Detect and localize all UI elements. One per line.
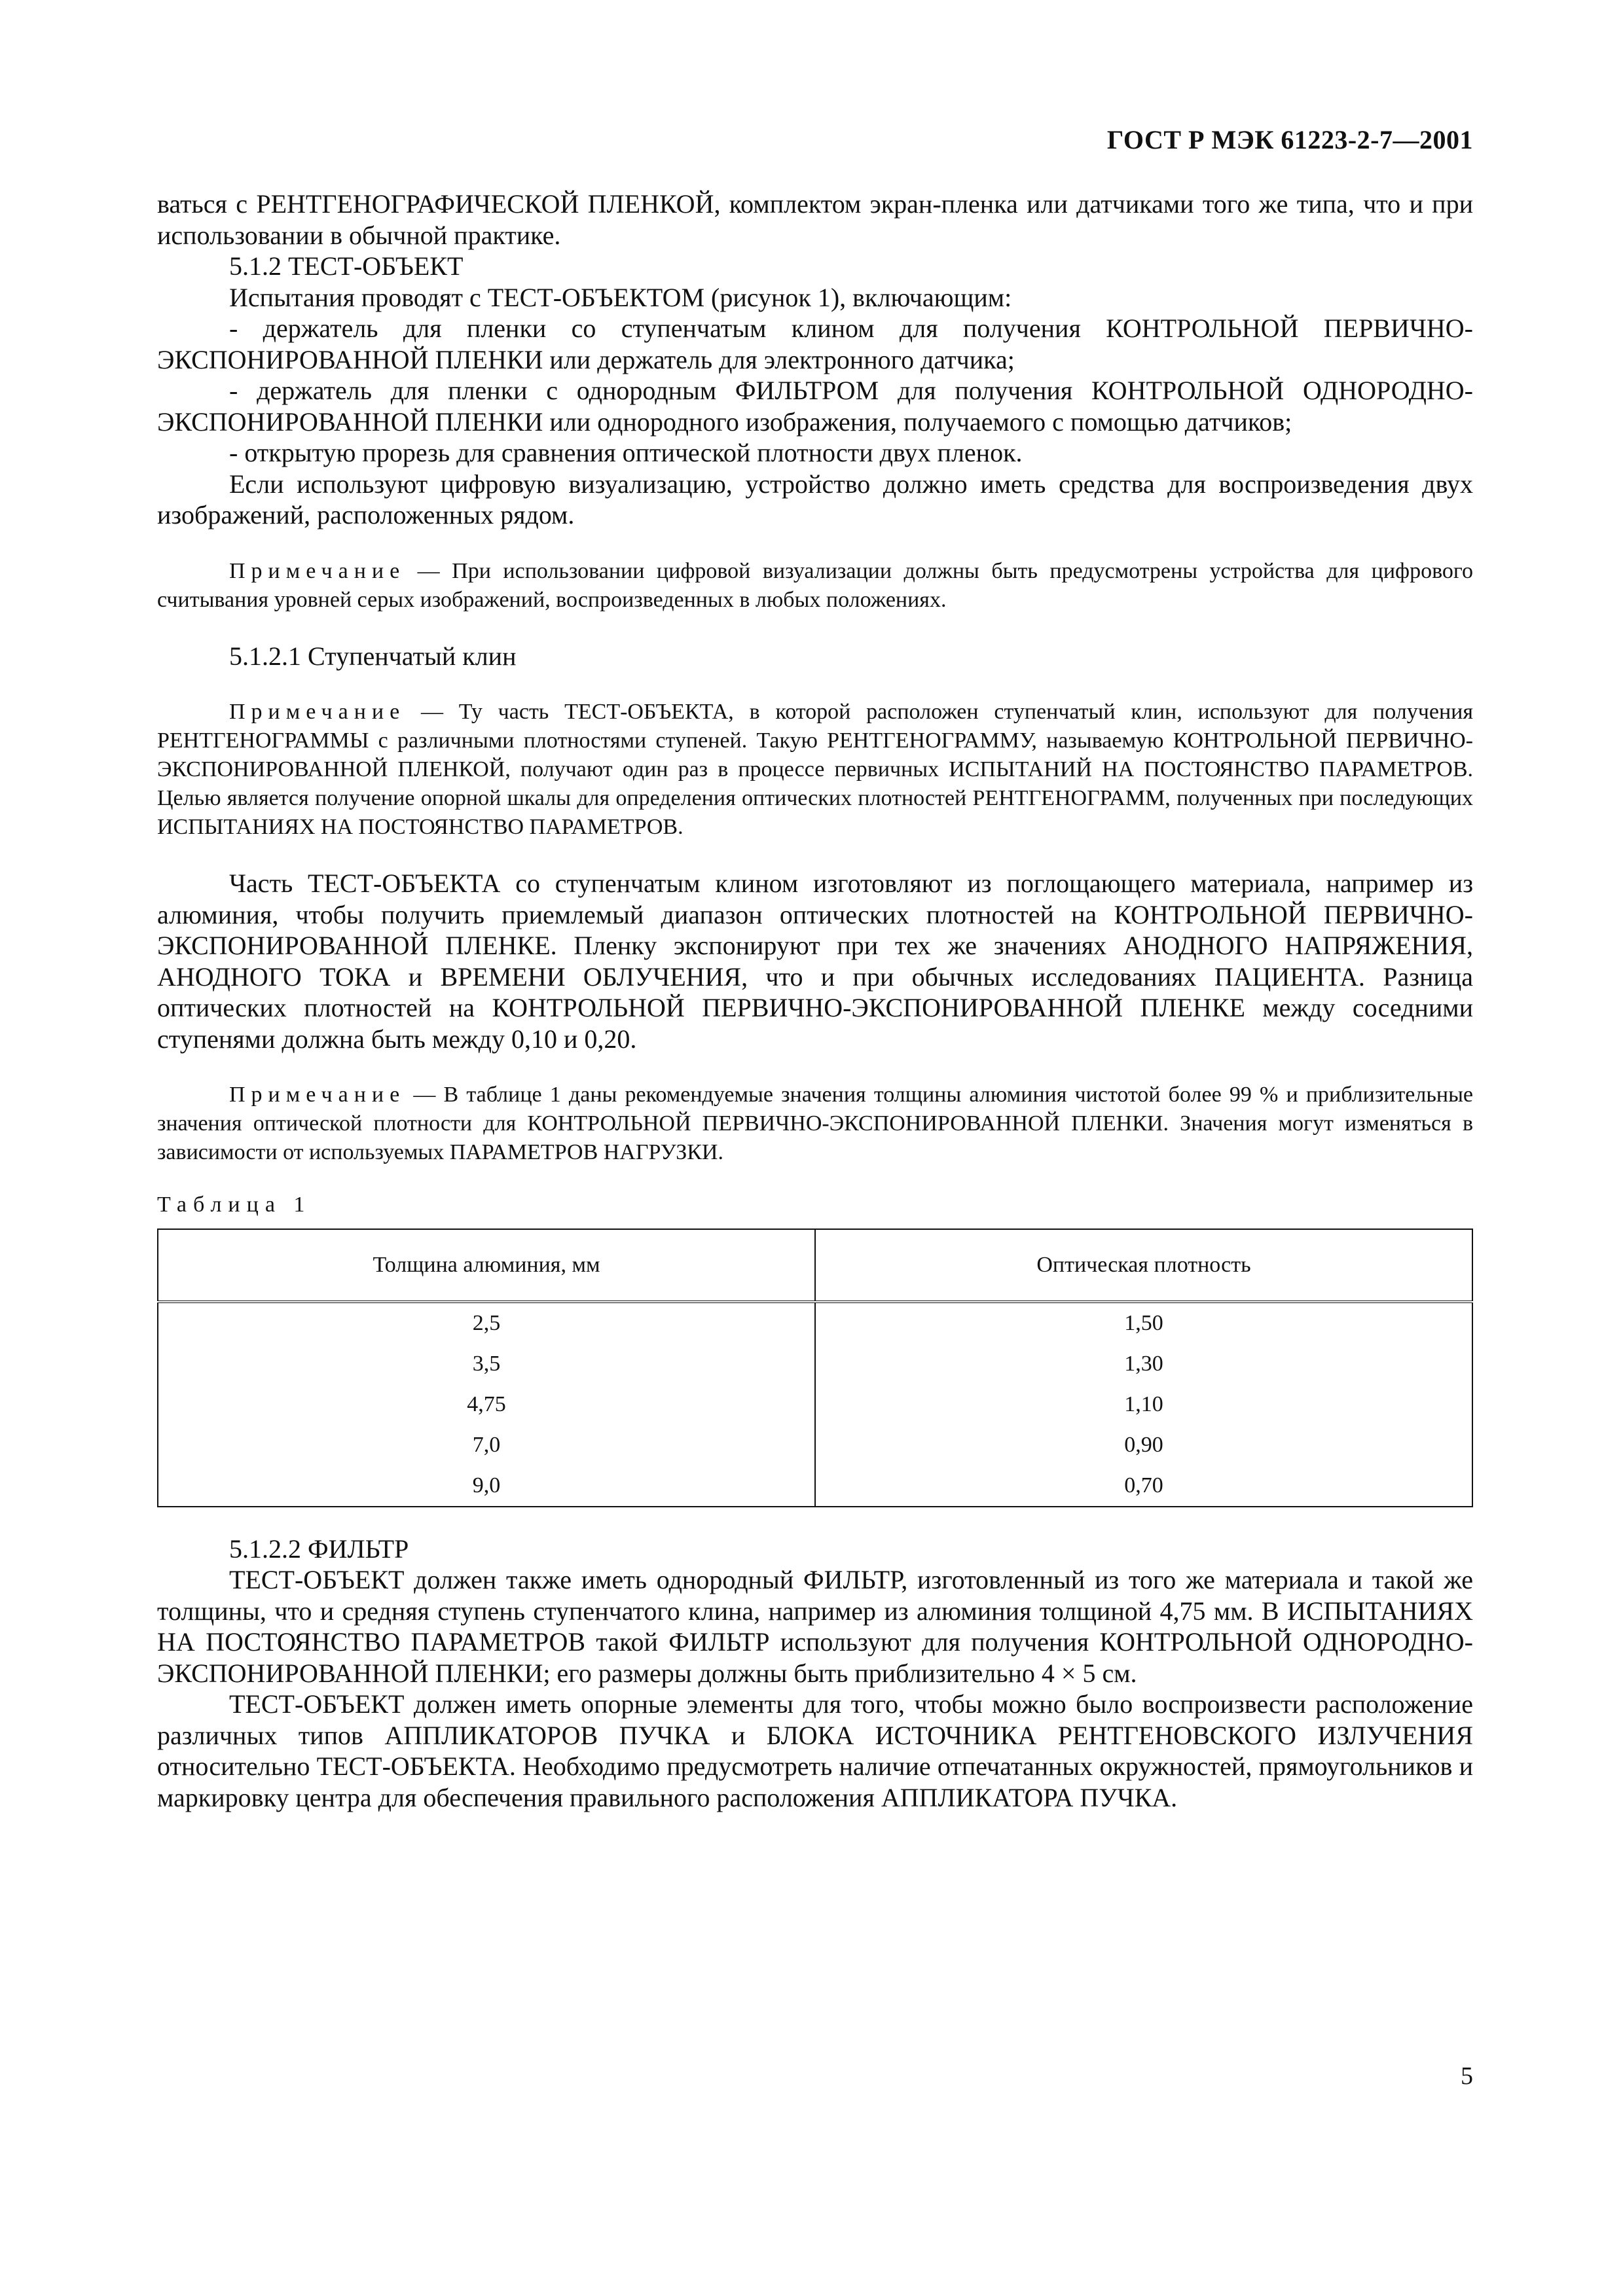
section-heading-5-1-2-1: 5.1.2.1 Ступенчатый клин xyxy=(229,641,517,671)
note-digital xyxy=(157,557,1473,615)
data-table xyxy=(157,1229,1473,1507)
table-cell: 1,10 xyxy=(815,1384,1472,1425)
table-cell: 0,70 xyxy=(815,1465,1472,1507)
note-text: — При использовании цифровой визуализации должны быть предусмотрены устройства для цифрового считывания уровней серых изображений, воспроизведенных в любых положениях. xyxy=(157,558,1473,612)
table-row xyxy=(158,1425,1472,1465)
table-cell: 7,0 xyxy=(158,1425,815,1465)
table-cell: 9,0 xyxy=(158,1465,815,1507)
list-item: - держатель для пленки со ступенчатым клином для получения КОНТРОЛЬНОЙ ПЕРВИЧНО-ЭКСПОНИРОВАННОЙ ПЛЕНКИ или держатель для электронного датчика; xyxy=(157,314,1473,374)
column-header: Оптическая плотность xyxy=(815,1229,1472,1302)
table-cell: 1,30 xyxy=(815,1344,1472,1384)
note-label: Примечание xyxy=(229,700,406,724)
page-number: 5 xyxy=(1461,2062,1473,2090)
section-heading-5-1-2: 5.1.2 ТЕСТ-ОБЪЕКТ xyxy=(229,251,464,281)
list-item: - держатель для пленки с однородным ФИЛЬТРОМ для получения КОНТРОЛЬНОЙ ОДНОРОДНО-ЭКСПОНИРОВАННОЙ ПЛЕНКИ или однородного изображения, получаемого с помощью датчиков; xyxy=(157,376,1473,437)
note-table xyxy=(157,1081,1473,1167)
table-row xyxy=(158,1344,1472,1384)
column-header: Толщина алюминия, мм xyxy=(158,1229,815,1302)
document-header: ГОСТ Р МЭК 61223-2-7—2001 xyxy=(1106,125,1473,154)
table-caption: Таблица 1 xyxy=(157,1193,312,1217)
list-item: - открытую прорезь для сравнения оптической плотности двух пленок. xyxy=(229,438,1023,467)
paragraph-test-object: Испытания проводят с ТЕСТ-ОБЪЕКТОМ (рисунок 1), включающим: xyxy=(229,282,1012,312)
paragraph-step-wedge: Часть ТЕСТ-ОБЪЕКТА со ступенчатым клином изготовляют из поглощающего материала, например из алюминия, чтобы получить приемлемый диапазон оптических плотностей на КОНТРОЛЬНОЙ ПЕРВИЧНО-ЭКСПОНИРОВАННОЙ ПЛЕНКЕ. Пленку экспонируют при тех же значениях АНОДНОГО НАПРЯЖЕНИЯ, АНОДНОГО ТОКА и ВРЕМЕНИ ОБЛУЧЕНИЯ, что и при обычных исследованиях ПАЦИЕНТА. Разница оптических плотностей на КОНТРОЛЬНОЙ ПЕРВИЧНО-ЭКСПОНИРОВАННОЙ ПЛЕНКЕ между соседними ступенями должна быть между 0,10 и 0,20. xyxy=(157,869,1473,1054)
paragraph-filter: ТЕСТ-ОБЪЕКТ должен также иметь однородный ФИЛЬТР, изготовленный из того же материала и такой же толщины, что и средняя ступень ступенчатого клина, например из алюминия толщиной 4,75 мм. В ИСПЫТАНИЯХ НА ПОСТОЯНСТВО ПАРАМЕТРОВ такой ФИЛЬТР используют для получения КОНТРОЛЬНОЙ ОДНОРОДНО-ЭКСПОНИРОВАННОЙ ПЛЕНКИ; его размеры должны быть приблизительно 4 × 5 см. xyxy=(157,1565,1473,1688)
note-label: Примечание xyxy=(229,558,406,583)
paragraph-reference-elements: ТЕСТ-ОБЪЕКТ должен иметь опорные элементы для того, чтобы можно было воспроизвести расположение различных типов АППЛИКАТОРОВ ПУЧКА и БЛОКА ИСТОЧНИКА РЕНТГЕНОВСКОГО ИЗЛУЧЕНИЯ относительно ТЕСТ-ОБЪЕКТА. Необходимо предусмотреть наличие отпечатанных окружностей, прямоугольников и маркировку центра для обеспечения правильного расположения АППЛИКАТОРА ПУЧКА. xyxy=(157,1689,1473,1812)
table-cell: 3,5 xyxy=(158,1344,815,1384)
note-text: — Ту часть ТЕСТ-ОБЪЕКТА, в которой расположен ступенчатый клин, используют для получения РЕНТГЕНОГРАММЫ с различными плотностями ступеней. Такую РЕНТГЕНОГРАММУ, называемую КОНТРОЛЬНОЙ ПЕРВИЧНО-ЭКСПОНИРОВАННОЙ ПЛЕНКОЙ, получают один раз в процессе первичных ИСПЫТАНИЙ НА ПОСТОЯНСТВО ПАРАМЕТРОВ. Целью является получение опорной шкалы для определения оптических плотностей РЕНТГЕНОГРАММ, полученных при последующих ИСПЫТАНИЯХ НА ПОСТОЯНСТВО ПАРАМЕТРОВ. xyxy=(157,700,1473,839)
table-cell: 0,90 xyxy=(815,1425,1472,1465)
paragraph-continued: ваться с РЕНТГЕНОГРАФИЧЕСКОЙ ПЛЕНКОЙ, комплектом экран-пленка или датчиками того же типа, что и при использовании в обычной практике. xyxy=(157,189,1473,250)
table-cell: 2,5 xyxy=(158,1302,815,1344)
document-page xyxy=(157,0,1473,2296)
table-cell: 1,50 xyxy=(815,1302,1472,1344)
note-label: Примечание xyxy=(229,1083,406,1107)
table-cell: 4,75 xyxy=(158,1384,815,1425)
document-body xyxy=(157,188,1473,1813)
table-row xyxy=(158,1384,1472,1425)
note-text: — В таблице 1 даны рекомендуемые значения толщины алюминия чистотой более 99 % и приблизительные значения оптической плотности для КОНТРОЛЬНОЙ ПЕРВИЧНО-ЭКСПОНИРОВАННОЙ ПЛЕНКИ. Значения могут изменяться в зависимости от используемых ПАРАМЕТРОВ НАГРУЗКИ. xyxy=(157,1083,1473,1164)
table-header-row xyxy=(158,1229,1472,1302)
table-row xyxy=(158,1465,1472,1507)
note-step-wedge xyxy=(157,698,1473,842)
section-heading-5-1-2-2: 5.1.2.2 ФИЛЬТР xyxy=(229,1534,409,1564)
table-row xyxy=(158,1302,1472,1344)
paragraph-digital: Если используют цифровую визуализацию, устройство должно иметь средства для воспроизведения двух изображений, расположенных рядом. xyxy=(157,469,1473,529)
